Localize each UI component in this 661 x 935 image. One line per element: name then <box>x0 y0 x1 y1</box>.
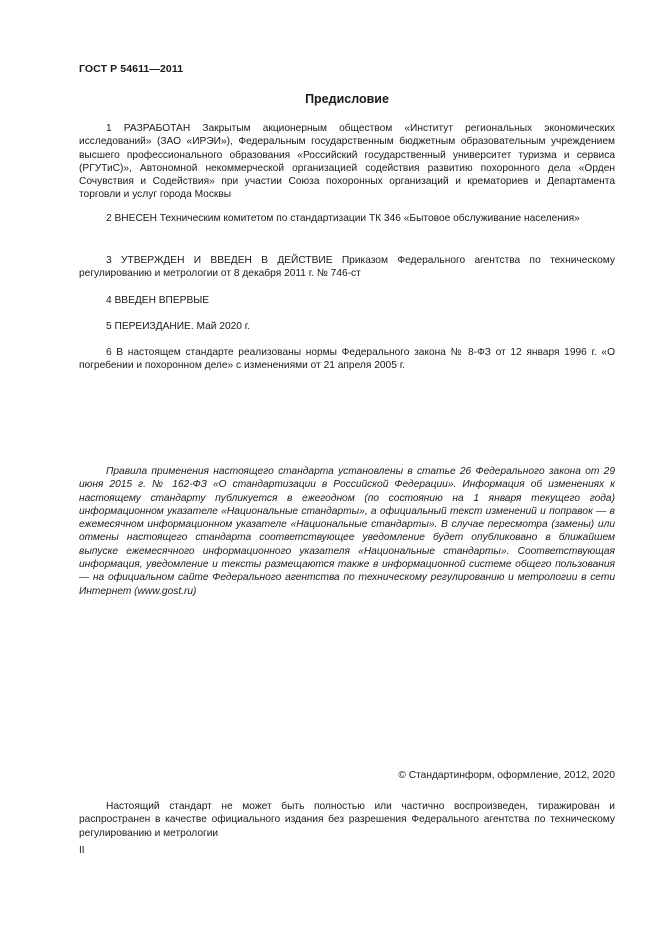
preface-item-5: 5 ПЕРЕИЗДАНИЕ. Май 2020 г. <box>106 321 251 332</box>
preface-item-4: 4 ВВЕДЕН ВПЕРВЫЕ <box>106 295 210 306</box>
preface-item-2: 2 ВНЕСЕН Техническим комитетом по стандартизации ТК 346 «Бытовое обслуживание населения» <box>106 213 580 224</box>
usage-note: Правила применения настоящего стандарта установлены в статье 26 Федерального закона от 29 июня 2015 г. № 162-ФЗ «О стандартизации в Российской Федерации». Информация об изменениях к настоящему стандарту публикуется в ежегодном (по состоянию на 1 января текущего года) информационном указателе «Национальные стандарты», а официальный текст изменений и поправок — в ежемесячном информационном указателе «Национальные стандарты». В случае пересмотра (замены) или отмены настоящего стандарта соответствующее уведомление будет опубликовано в ближайшем выпуске ежемесячного информационного указателя «Национальные стандарты». Соответствующая информация, уведомление и тексты размещаются также в информационной системе общего пользования — на официальном сайте Федерального агентства по техническому регулированию и метрологии в сети Интернет (www.gost.ru) <box>79 466 615 597</box>
preface-item-1: 1 РАЗРАБОТАН Закрытым акционерным обществом «Институт региональных экономических исследований» (ЗАО «ИРЭИ»), Федеральным государственным бюджетным образовательным учреждением высшего профессионального образования «Российский государственный университет туризма и сервиса (РГУТиС)», Автономной некоммерческой организацией содействия развитию похоронного дела «Орден Сочувствия и Содействия» при участии Союза похоронных организаций и крематориев и Департамента торговли и услуг города Москвы <box>79 123 615 201</box>
preface-item-6: 6 В настоящем стандарте реализованы нормы Федерального закона № 8-ФЗ от 12 января 1996 г. «О погребении и похоронном деле» с изменениями от 21 апреля 2005 г. <box>79 347 615 372</box>
legal-notice: Настоящий стандарт не может быть полностью или частично воспроизведен, тиражирован и распространен в качестве официального издания без разрешения Федерального агентства по техническому регулированию и метрологии <box>79 801 615 839</box>
page-title: Предисловие <box>305 92 389 106</box>
copyright-line: © Стандартинформ, оформление, 2012, 2020 <box>398 770 615 781</box>
document-code: ГОСТ Р 54611—2011 <box>79 63 184 75</box>
page-number: II <box>79 845 85 856</box>
preface-item-3: 3 УТВЕРЖДЕН И ВВЕДЕН В ДЕЙСТВИЕ Приказом Федерального агентства по техническому регулированию и метрологии от 8 декабря 2011 г. № 746-ст <box>79 255 615 280</box>
